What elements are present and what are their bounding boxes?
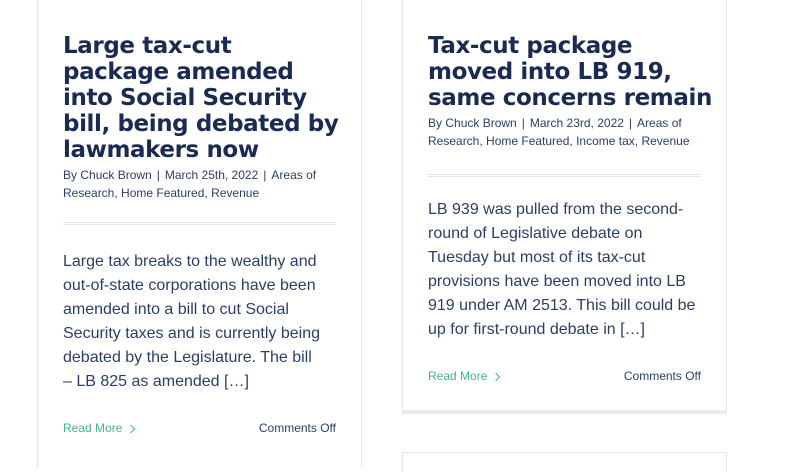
comments-link[interactable]: Comments Off bbox=[258, 421, 336, 435]
read-more-link[interactable] bbox=[428, 368, 499, 384]
post-card bbox=[402, 452, 727, 472]
post-date: March 25th, 2022 bbox=[164, 168, 259, 182]
category-link[interactable]: Revenue bbox=[641, 134, 690, 148]
author-prefix: By bbox=[63, 168, 78, 182]
post-excerpt: LB 939 was pulled from the second-round of Legislative debate on Tuesday but most of its tax-cut provisions have been moved into LB 919 under AM 2513. This bill could be up for first-round debate in […] bbox=[428, 201, 696, 338]
category-link[interactable]: Areas of Research bbox=[63, 168, 317, 200]
separator bbox=[63, 222, 336, 225]
author-prefix: By bbox=[428, 116, 443, 130]
category-link[interactable]: Revenue bbox=[211, 186, 260, 200]
post-meta: By Chuck Brown | March 23rd, 2022 | Areas of Research, Home Featured, Income tax, Revenue bbox=[428, 116, 690, 148]
separator bbox=[428, 174, 701, 177]
meta-separator: | bbox=[156, 168, 160, 182]
meta-separator: | bbox=[521, 116, 525, 130]
card-shadow bbox=[402, 410, 727, 414]
meta-separator: | bbox=[628, 116, 633, 130]
post-meta: By Chuck Brown | March 25th, 2022 | Areas of Research, Home Featured, Revenue bbox=[63, 168, 317, 200]
category-link[interactable]: Home Featured bbox=[121, 186, 205, 200]
post-title-link[interactable]: Large tax-cut package amended into Social Security bill, being debated by lawmakers now bbox=[63, 33, 339, 163]
chevron-right-icon bbox=[127, 424, 135, 432]
read-more-link[interactable] bbox=[63, 420, 134, 436]
meta-separator: | bbox=[263, 168, 267, 182]
category-link[interactable]: Home Featured bbox=[486, 134, 570, 148]
category-link[interactable]: Income tax bbox=[576, 134, 635, 148]
chevron-right-icon bbox=[492, 372, 500, 380]
author-link[interactable]: Chuck Brown bbox=[80, 168, 152, 182]
category-link[interactable]: Areas of Research bbox=[428, 116, 682, 148]
comments-link[interactable]: Comments Off bbox=[623, 369, 701, 383]
post-title-link[interactable]: Tax-cut package moved into LB 919, same concerns remain bbox=[428, 33, 712, 111]
read-more-label: Read More bbox=[428, 369, 488, 383]
author-link[interactable]: Chuck Brown bbox=[445, 116, 517, 130]
read-more-label: Read More bbox=[63, 421, 123, 435]
post-excerpt: Large tax breaks to the wealthy and out-of-state corporations have been amended into a bill to cut Social Security taxes and is currently being debated by the Legislature. The bill – LB 825 as amended […] bbox=[63, 253, 321, 390]
post-date: March 23rd, 2022 bbox=[529, 116, 624, 130]
